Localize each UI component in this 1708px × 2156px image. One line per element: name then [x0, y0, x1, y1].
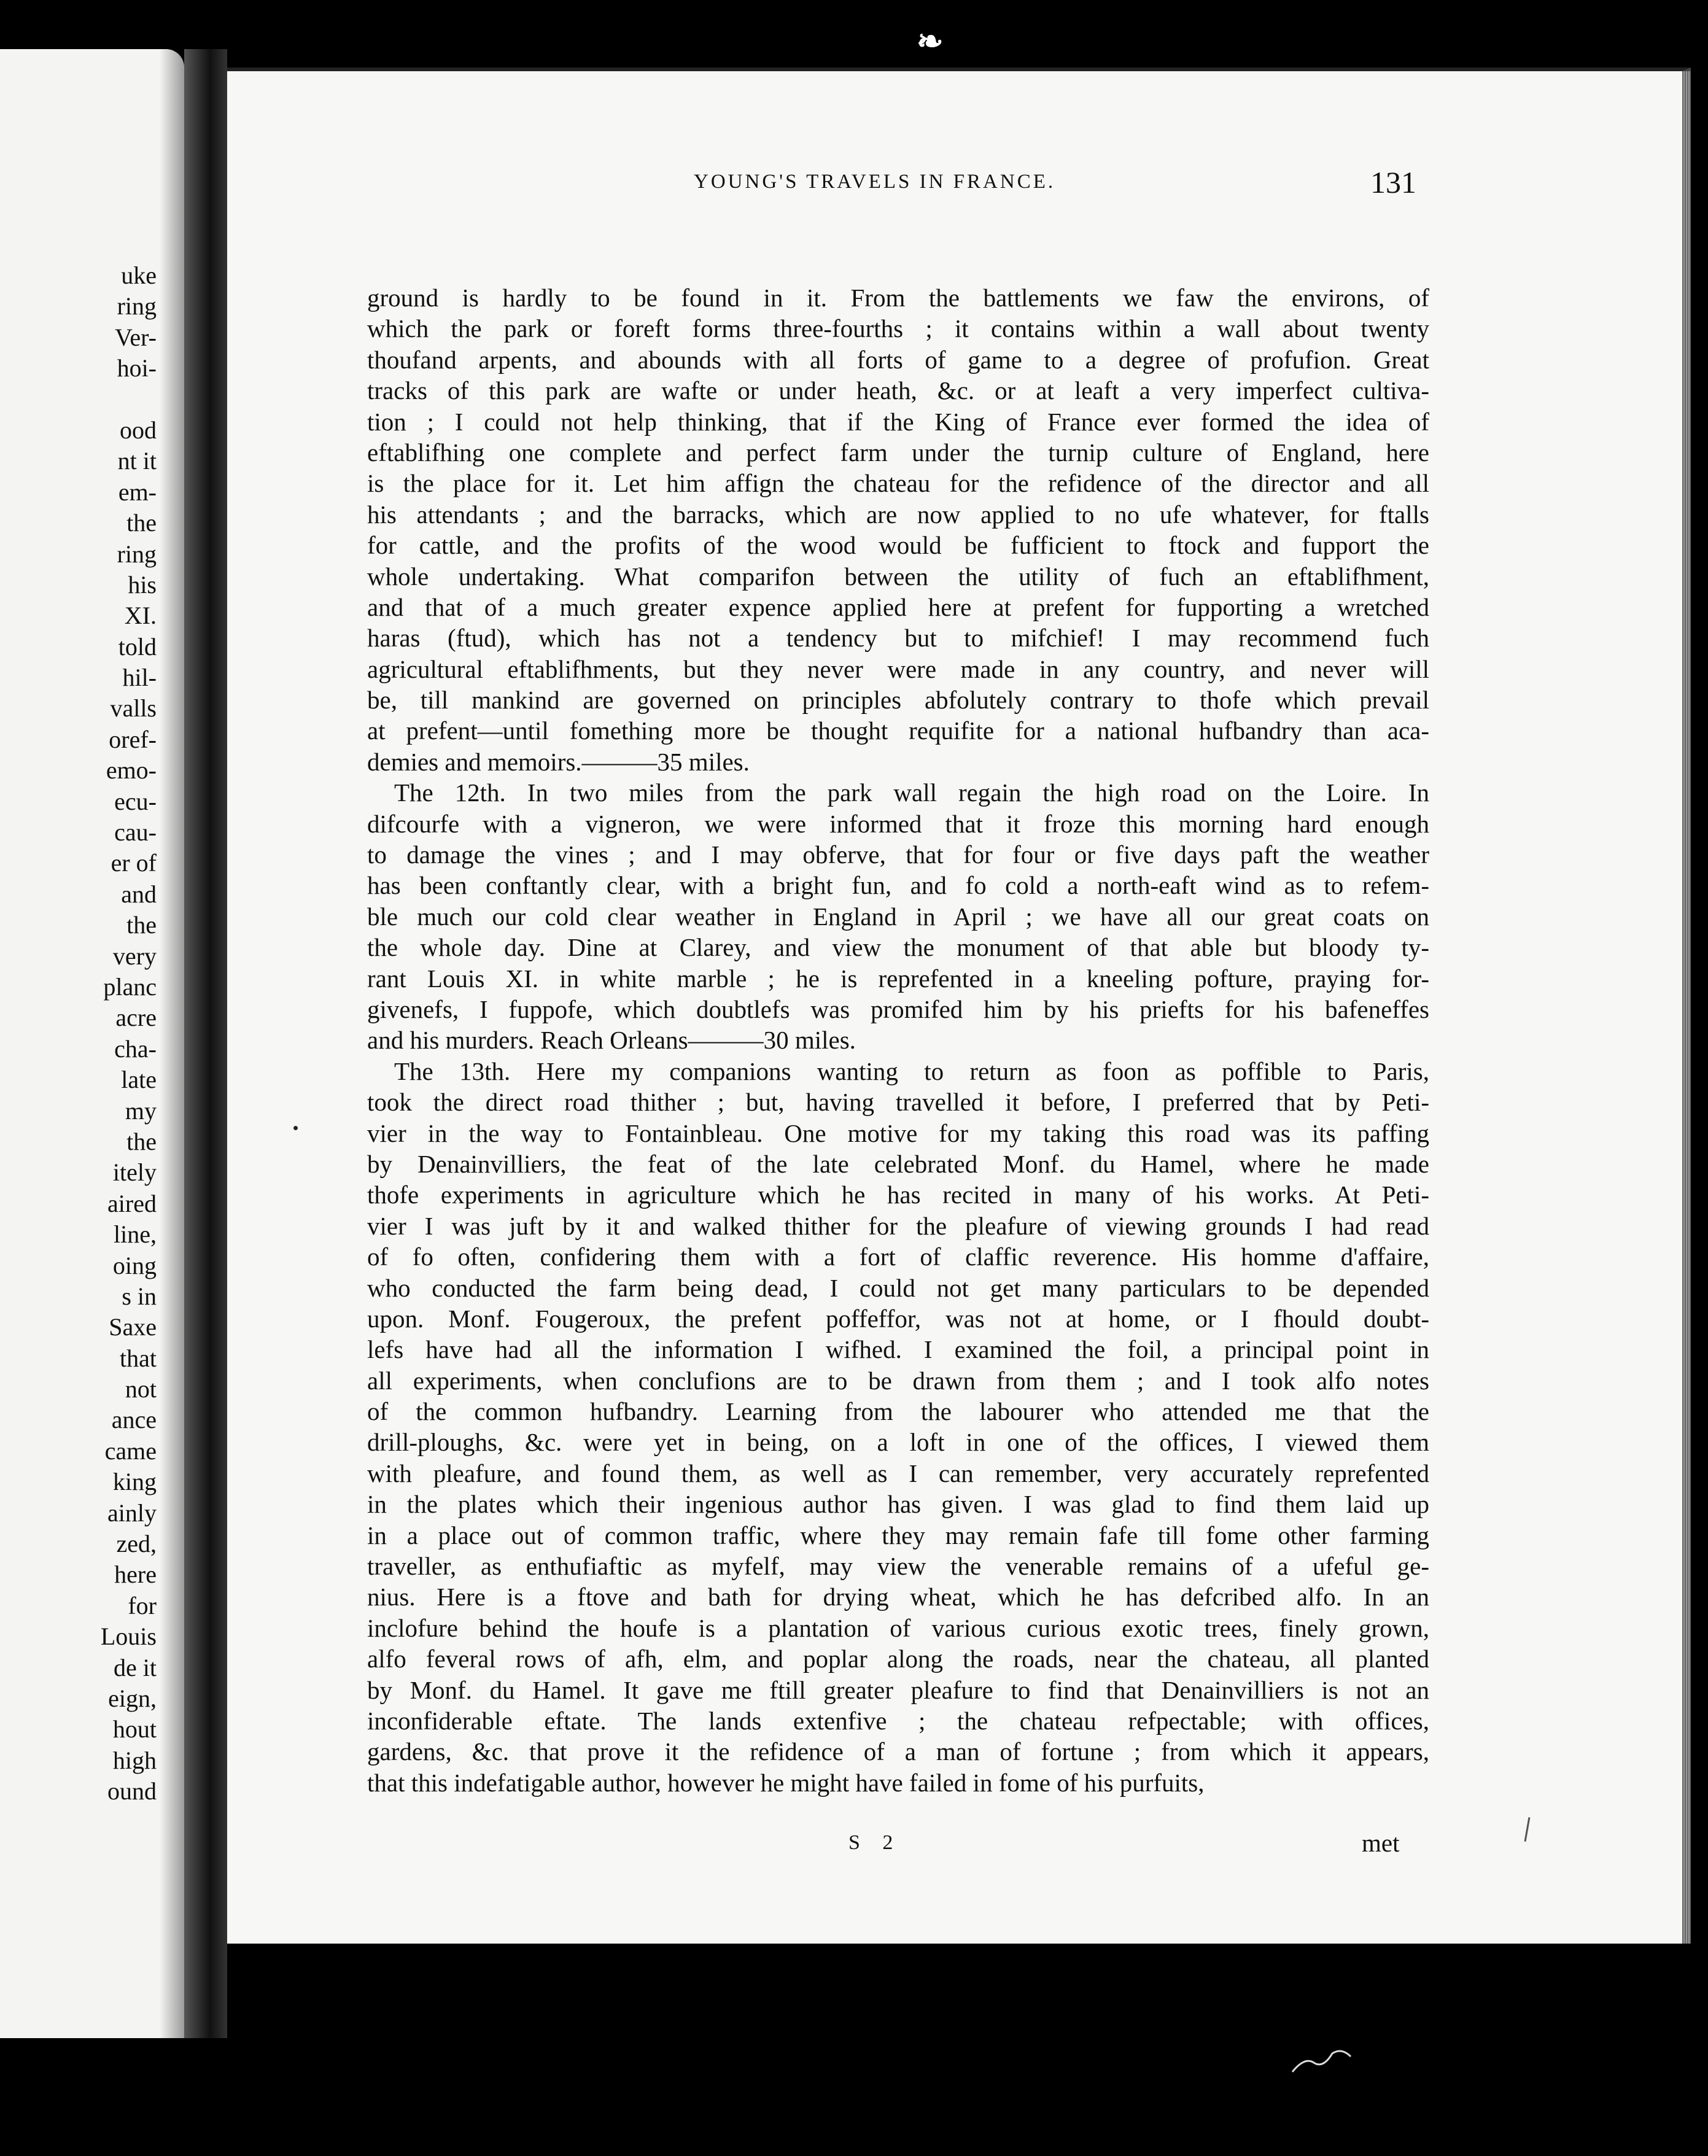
text-line: rant Louis XI. in white marble ; he is reprefented in a kneeling pofture, praying for-	[367, 964, 1429, 993]
text-line: nius. Here is a ftove and bath for drying wheat, which he has defcribed alfo. In an	[367, 1583, 1429, 1611]
left-page-fragment: very	[112, 942, 157, 970]
text-line: thofe experiments in agriculture which he has recited in many of his works. At Peti-	[367, 1181, 1429, 1209]
left-page-fragment: line,	[114, 1220, 157, 1249]
left-page-fragment: zed,	[116, 1530, 157, 1558]
left-page-fragment: eign,	[108, 1684, 157, 1712]
text-line: lefs have had all the information I wifhed. I examined the foil, a principal point in	[367, 1335, 1429, 1364]
text-line: whole undertaking. What comparifon between the utility of fuch an eftablifhment,	[367, 562, 1429, 591]
text-line: traveller, as enthufiaftic as myfelf, may view the venerable remains of a ufeful ge-	[367, 1552, 1429, 1581]
text-line: eftablifhing one complete and perfect farm under the turnip culture of England, here	[367, 438, 1429, 467]
left-page-fragment: XI.	[124, 602, 157, 630]
text-line: ground is hardly to be found in it. From the battlements we faw the environs, of	[367, 284, 1429, 312]
left-page-fragment: hil-	[122, 664, 157, 692]
left-page-fragment: itely	[112, 1158, 157, 1187]
text-line: alfo feveral rows of afh, elm, and poplar along the roads, near the chateau, all planted	[367, 1645, 1429, 1673]
page-edge-stack	[1682, 71, 1691, 1944]
text-line: by Monf. du Hamel. It gave me ftill greater pleafure to find that Denainvilliers is not an	[367, 1675, 1429, 1704]
left-page-fragment: er of	[111, 849, 157, 877]
left-page-edge-shadow	[160, 49, 184, 2038]
text-line: in the plates which their ingenious author has given. I was glad to find them laid up	[367, 1490, 1429, 1519]
left-page-fragment: my	[125, 1096, 157, 1125]
text-line: of fo often, confidering them with a fort of claffic reverence. His homme d'affaire,	[367, 1243, 1429, 1271]
left-page-fragment: cau-	[114, 818, 157, 847]
left-page-fragment: Louis	[100, 1623, 157, 1651]
left-page-fragment: hout	[112, 1715, 157, 1743]
left-page-fragment: for	[128, 1591, 157, 1619]
text-line: The 13th. Here my companions wanting to return as foon as poffible to Paris,	[394, 1057, 1429, 1085]
left-page-fragment: came	[104, 1437, 157, 1465]
left-page-fragment: ance	[111, 1406, 157, 1434]
left-page-fragment: the	[126, 1127, 157, 1155]
left-page-fragment: valls	[110, 694, 157, 723]
left-page-fragment: high	[112, 1746, 157, 1774]
text-line: The 12th. In two miles from the park wall regain the high road on the Loire. In	[394, 778, 1429, 807]
left-page-fragment: em-	[118, 478, 157, 506]
text-line: at prefent—until fomething more be thought requifite for a national hufbandry than aca-	[367, 716, 1429, 745]
text-line: haras (ftud), which has not a tendency but to mifchief! I may recommend fuch	[367, 624, 1429, 653]
text-line: thoufand arpents, and abounds with all forts of game to a degree of profufion. Great	[367, 345, 1429, 374]
text-line: ble much our cold clear weather in England in April ; we have all our great coats on	[367, 902, 1429, 931]
scan-mark: ❧	[917, 25, 944, 60]
text-line: tracks of this park are wafte or under heath, &c. or at leaft a very imperfect cultiva-	[367, 376, 1429, 405]
left-page-fragment: nt it	[117, 447, 157, 475]
left-page-text-fragments	[0, 260, 157, 1807]
left-page-fragment: that	[120, 1344, 157, 1372]
text-line: is the place for it. Let him affign the chateau for the refidence of the director and all	[367, 469, 1429, 498]
text-line: demies and memoirs.———35 miles.	[367, 747, 750, 776]
left-page-fragment: oing	[112, 1251, 157, 1279]
catchword: met	[1362, 1829, 1400, 1857]
left-page-fragment: ood	[120, 416, 157, 444]
left-page-fragment: ring	[117, 292, 157, 320]
left-page-fragment: acre	[115, 1004, 157, 1032]
left-page-fragment: the	[126, 911, 157, 939]
left-page-fragment: ainly	[107, 1499, 157, 1527]
text-line: and that of a much greater expence applied here at prefent for fupporting a wretched	[367, 592, 1429, 621]
body-text	[367, 282, 1429, 1798]
running-head: YOUNG'S TRAVELS IN FRANCE.	[694, 171, 1056, 193]
left-page-fragment: Saxe	[109, 1313, 157, 1341]
left-page-fragment: planc	[103, 972, 157, 1001]
text-line: of the common hufbandry. Learning from the labourer who attended me that the	[367, 1397, 1429, 1426]
left-page-fragment: told	[118, 632, 157, 661]
left-page-fragment: aired	[107, 1189, 157, 1217]
left-page-fragment: uke	[121, 262, 157, 289]
text-line: that this indefatigable author, however he might have failed in fome of his purfuits,	[367, 1768, 1205, 1797]
text-line: and his murders. Reach Orleans———30 miles.	[367, 1026, 856, 1055]
text-line: to damage the vines ; and I may obferve, that for four or five days paft the weather	[367, 840, 1429, 869]
text-line: took the direct road thither ; but, having travelled it before, I preferred that by Peti-	[367, 1088, 1429, 1117]
text-line: the whole day. Dine at Clarey, and view the monument of that able but bloody ty-	[367, 933, 1429, 962]
text-line: inclofure behind the houfe is a plantation of various curious exotic trees, finely grown,	[367, 1613, 1429, 1642]
left-page-fragment: king	[112, 1468, 157, 1496]
text-line: upon. Monf. Fougeroux, the prefent poffeffor, was not at home, or I fhould doubt-	[367, 1304, 1429, 1333]
left-page-fragment: and	[121, 880, 157, 908]
text-line: gardens, &c. that prove it the refidence of a man of fortune ; from which it appears,	[367, 1737, 1429, 1766]
left-page-fragment	[0, 384, 157, 415]
text-line: which the park or foreft forms three-fourths ; it contains within a wall about twenty	[367, 314, 1429, 343]
left-page-fragment: the	[126, 509, 157, 537]
text-line: vier I was juft by it and walked thither for the pleafure of viewing grounds I had read	[367, 1211, 1429, 1240]
printer-signature: S 2	[848, 1831, 902, 1854]
text-line: vier in the way to Fontainbleau. One motive for my taking this road was its paffing	[367, 1119, 1429, 1147]
left-page-fragment: de it	[114, 1653, 157, 1681]
left-page-fragment: hoi-	[117, 354, 157, 382]
left-page-fragment: ecu-	[114, 787, 157, 815]
left-page-fragment: oref-	[109, 725, 157, 753]
left-page-fragment: ring	[117, 540, 157, 568]
left-page-fragment: Ver-	[114, 323, 157, 351]
left-page	[0, 49, 184, 2038]
left-page-fragment: s in	[122, 1282, 157, 1310]
left-page-fragment: not	[125, 1375, 157, 1403]
book-gutter	[184, 49, 227, 2038]
text-line: givenefs, I fuppofe, which doubtlefs was promifed him by his priefts for his bafeneffes	[367, 995, 1429, 1023]
pencil-scribble-mark	[1289, 2044, 1357, 2075]
text-line: has been conftantly clear, with a bright fun, and fo cold a north-eaft wind as to refem-	[367, 871, 1429, 900]
text-line: for cattle, and the profits of the wood would be fufficient to ftock and fupport the	[367, 531, 1429, 560]
text-line: who conducted the farm being dead, I could not get many particulars to be depended	[367, 1273, 1429, 1302]
left-page-fragment: late	[121, 1066, 157, 1094]
left-page-fragment: here	[114, 1561, 157, 1589]
left-page-fragment: his	[128, 570, 157, 599]
text-line: tion ; I could not help thinking, that if the King of France ever formed the idea of	[367, 407, 1429, 436]
left-page-fragment: ound	[107, 1777, 157, 1805]
ink-speck	[293, 1126, 298, 1130]
text-line: agricultural eftablifhments, but they never were made in any country, and never will	[367, 654, 1429, 683]
text-line: by Denainvilliers, the feat of the late celebrated Monf. du Hamel, where he made	[367, 1149, 1429, 1178]
text-line: drill-ploughs, &c. were yet in being, on a loft in one of the offices, I viewed them	[367, 1428, 1429, 1457]
text-line: with pleafure, and found them, as well as I can remember, very accurately reprefented	[367, 1459, 1429, 1487]
page-number: 131	[1370, 165, 1416, 200]
text-line: inconfiderable eftate. The lands extenfive ; the chateau refpectable; with offices,	[367, 1706, 1429, 1735]
text-line: in a place out of common traffic, where they may remain fafe till fome other farming	[367, 1521, 1429, 1549]
text-line: be, till mankind are governed on principles abfolutely contrary to thofe which prevail	[367, 686, 1429, 715]
left-page-fragment: cha-	[114, 1034, 157, 1063]
text-line: his attendants ; and the barracks, which are now applied to no ufe whatever, for ftalls	[367, 500, 1429, 529]
text-line: all experiments, when conclufions are to be drawn from them ; and I took alfo notes	[367, 1366, 1429, 1395]
text-line: difcourfe with a vigneron, we were informed that it froze this morning hard enough	[367, 809, 1429, 838]
left-page-fragment: emo-	[106, 756, 157, 785]
